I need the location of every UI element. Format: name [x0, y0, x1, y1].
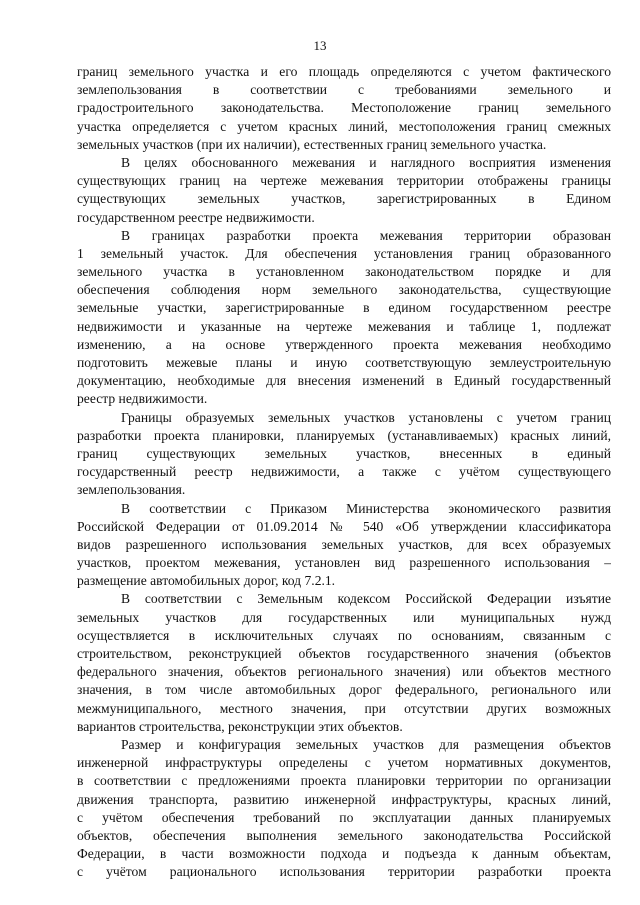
text-line: видов разрешенного использования земельных участков, для всех образуемых: [77, 536, 611, 552]
text-line: реестр недвижимости.: [77, 391, 208, 407]
text-line: землепользования.: [77, 482, 186, 498]
text-line: межмуниципального, местного значения, при отсутствии других возможных: [77, 700, 611, 716]
text-line: участка определяется с учетом красных линий, местоположения границ смежных: [77, 118, 611, 134]
text-line: документацию, необходимые для внесения изменений в Единый государственный: [77, 373, 611, 389]
text-line: государственном реестре недвижимости.: [77, 209, 315, 225]
text-line: землепользования в соответствии с требованиями земельного и: [77, 82, 611, 98]
text-line: участков, проектом межевания, установлен вид разрешенного использования –: [77, 555, 611, 571]
text-line: движения транспорта, развитию инженерной инфраструктуры, красных линий,: [77, 791, 611, 807]
paragraph: [77, 409, 611, 500]
text-line: земельных участков (при их наличии), естественных границ земельного участка.: [77, 136, 547, 152]
paragraph: [77, 500, 611, 591]
paragraph: [77, 227, 611, 409]
text-line: обеспечения соблюдения норм земельного законодательства, существующие: [77, 282, 611, 298]
text-line: В соответствии с Земельным кодексом Российской Федерации изъятие: [121, 591, 611, 607]
text-line: границ существующих земельных участков, внесенных в единый: [77, 445, 611, 461]
paragraph: [77, 63, 611, 154]
text-line: с учётом обеспечения требований по эксплуатации данных планируемых: [77, 809, 611, 825]
text-line: В целях обоснованного межевания и наглядного восприятия изменения: [121, 154, 611, 170]
text-line: объектов, обеспечения выполнения земельного законодательства Российской: [77, 827, 611, 843]
text-line: осуществляется в исключительных случаях по основаниям, связанным с: [77, 627, 611, 643]
page-number: 13: [313, 38, 327, 53]
paragraph: [77, 736, 611, 882]
text-line: федерального значения, объектов регионального значения) или объектов местного: [77, 664, 611, 680]
text-line: изменению, а на основе утвержденного проекта межевания необходимо: [77, 336, 611, 352]
text-line: градостроительного законодательства. Местоположение границ земельного: [77, 100, 611, 116]
paragraph: [77, 590, 611, 736]
text-line: инженерной инфраструктуры определены с учетом нормативных документов,: [77, 755, 611, 771]
text-line: Федерации, в части возможности подхода и подъезда к данным объектам,: [77, 846, 611, 862]
text-line: границ земельного участка и его площадь определяются с учетом фактического: [77, 64, 611, 79]
text-line: размещение автомобильных дорог, код 7.2.1.: [77, 573, 336, 589]
text-line: 1 земельный участок. Для обеспечения установления границ образованного: [77, 245, 611, 261]
text-line: строительством, реконструкцией объектов государственного значения (объектов: [77, 646, 611, 661]
text-line: Российской Федерации от 01.09.2014 № 540 «Об утверждении классификатора: [77, 518, 611, 534]
text-line: с учётом рационального использования территории разработки проекта: [77, 864, 611, 880]
paragraph: [77, 154, 611, 227]
text-line: в соответствии с предложениями проекта планировки территории по организации: [77, 773, 611, 789]
text-line: В границах разработки проекта межевания территории образован: [121, 227, 611, 243]
text-line: недвижимости и указанные на чертеже межевания и таблице 1, подлежат: [77, 318, 611, 334]
text-line: значения, в том числе автомобильных дорог федерального, регионального или: [77, 682, 611, 698]
text-line: существующих земельных участков, зарегистрированных в Едином: [77, 191, 611, 207]
text-line: государственный реестр недвижимости, а также с учётом существующего: [77, 464, 611, 480]
text-line: разработки проекта планировки, планируемых (устанавливаемых) красных линий,: [77, 427, 611, 443]
text-line: В соответствии с Приказом Министерства экономического развития: [121, 500, 611, 516]
body-text: [77, 63, 611, 881]
text-line: подготовить межевые планы и иную соответствующую землеустроительную: [77, 355, 611, 370]
text-line: земельные участки, зарегистрированные в едином государственном реестре: [77, 300, 611, 316]
text-line: земельных участков для государственных или муниципальных нужд: [77, 609, 611, 625]
text-line: существующих границ на чертеже межевания территории отображены границы: [77, 173, 611, 189]
text-line: вариантов строительства, реконструкции этих объектов.: [77, 718, 403, 734]
text-line: Размер и конфигурация земельных участков для размещения объектов: [121, 736, 611, 752]
text-line: Границы образуемых земельных участков установлены с учетом границ: [121, 409, 611, 425]
text-line: земельного участка в установленном законодательством порядке и для: [77, 264, 611, 280]
